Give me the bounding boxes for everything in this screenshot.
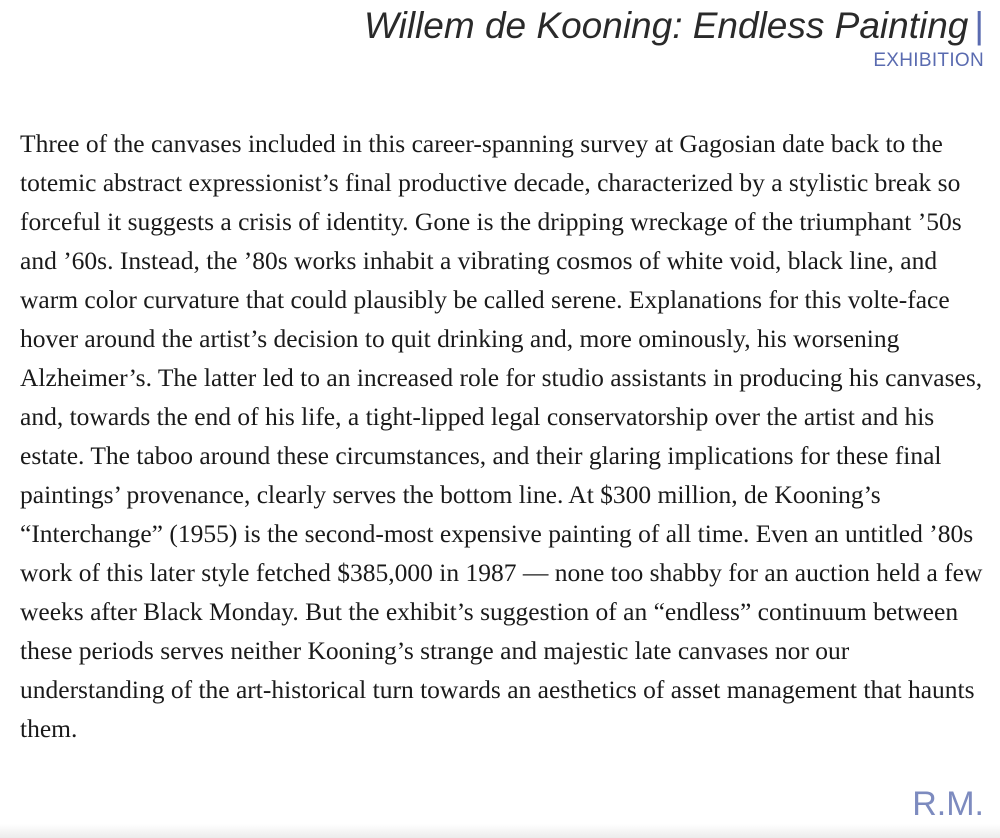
title-separator: | <box>974 5 984 46</box>
article-header <box>364 4 984 72</box>
author-initials: R.M. <box>912 785 984 823</box>
article-body: Three of the canvases included in this career-spanning survey at Gagosian date back to the totemic abstract expressionist’s final productive decade, characterized by a stylistic break so forceful it suggests a crisis of identity. Gone is the dripping wreckage of the triumphant ’50s and ’60s. Instead, the ’80s works inhabit a vibrating cosmos of white void, black line, and warm color curvature that could plausibly be called serene. Explanations for this volte-face hover around the artist’s decision to quit drinking and, more ominously, his worsening Alzheimer’s. The latter led to an increased role for studio assistants in producing his canvases, and, towards the end of his life, a tight-lipped legal conservatorship over the artist and his estate. The taboo around these circumstances, and their glaring implications for these final paintings’ provenance, clearly serves the bottom line. At $300 million, de Kooning’s “Interchange” (1955) is the second-most expensive painting of all time. Even an untitled ’80s work of this later style fetched $385,000 in 1987 — none too shabby for an auction held a few weeks after Black Monday. But the exhibit’s suggestion of an “endless” continuum between these periods serves neither Kooning’s strange and majestic late canvases nor our understanding of the art-historical turn towards an aesthetics of asset management that haunts them. <box>20 129 983 743</box>
category-label: EXHIBITION <box>873 50 984 71</box>
exhibition-title-line <box>364 4 984 48</box>
exhibition-title: Willem de Kooning: Endless Painting <box>364 5 969 46</box>
bottom-edge-shadow <box>0 824 1000 838</box>
